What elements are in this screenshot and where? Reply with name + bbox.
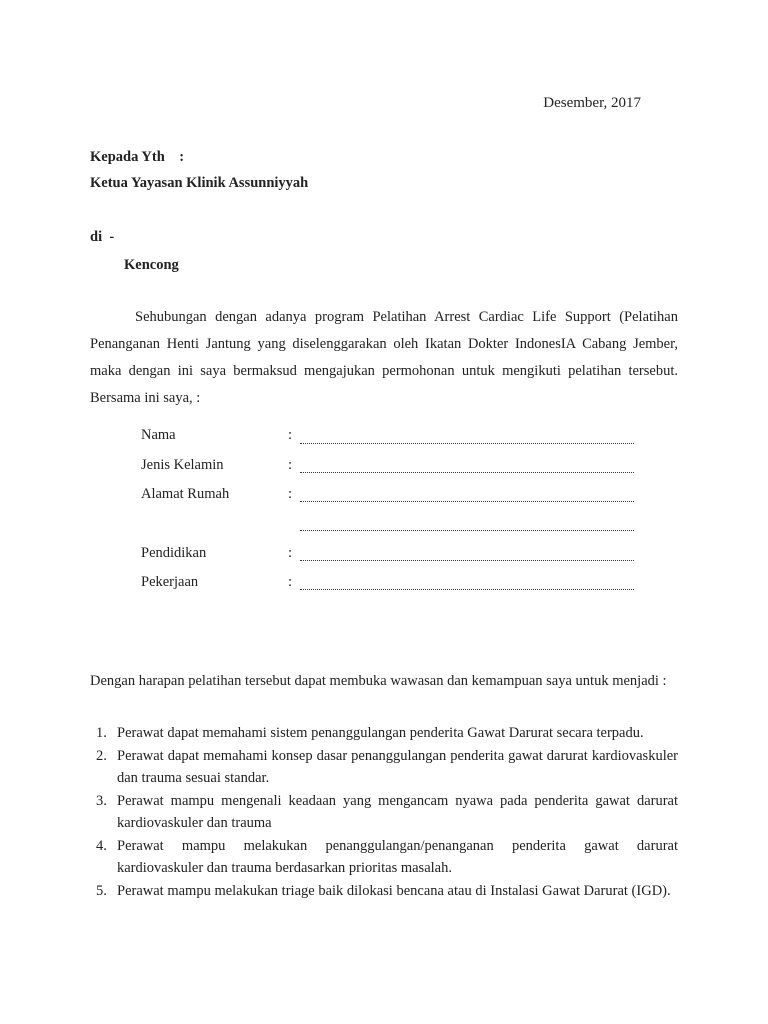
list-item-text: Perawat dapat memahami konsep dasar penanggulangan penderita gawat darurat kardiovaskuler dan trauma sesuai standar. bbox=[117, 747, 678, 786]
list-item-number: 5. bbox=[96, 882, 107, 899]
field-colon: : bbox=[288, 486, 293, 502]
field-line-pendidikan[interactable] bbox=[300, 560, 634, 561]
list-item-number: 2. bbox=[96, 747, 107, 764]
list-item bbox=[90, 722, 678, 745]
recipient-di: di - bbox=[90, 229, 115, 245]
list-item-text: Perawat mampu mengenali keadaan yang mengancam nyawa pada penderita gawat darurat kardiovaskuler dan trauma bbox=[117, 792, 678, 831]
field-line-alamat-rumah-2[interactable] bbox=[300, 530, 634, 531]
list-item bbox=[90, 880, 678, 903]
field-colon: : bbox=[288, 545, 293, 561]
field-label-nama: Nama bbox=[141, 427, 176, 443]
field-colon: : bbox=[288, 574, 293, 590]
goals-list bbox=[90, 722, 678, 902]
intro-paragraph-text: Sehubungan dengan adanya program Pelatihan Arrest Cardiac Life Support (Pelatihan Penanganan Henti Jantung yang diselenggarakan oleh Ikatan Dokter IndonesIA Cabang Jember, maka dengan ini saya bermaksud mengajukan permohonan untuk mengikuti pelatihan tersebut. Bersama ini saya, : bbox=[90, 309, 678, 406]
list-item bbox=[90, 790, 678, 835]
recipient-name: Ketua Yayasan Klinik Assunniyyah bbox=[90, 175, 309, 191]
list-item-number: 4. bbox=[96, 837, 107, 854]
field-label-pendidikan: Pendidikan bbox=[141, 545, 207, 561]
hope-paragraph: Dengan harapan pelatihan tersebut dapat membuka wawasan dan kemampuan saya untuk menjadi : bbox=[90, 673, 667, 689]
list-item-text: Perawat dapat memahami sistem penanggulangan penderita Gawat Darurat secara terpadu. bbox=[117, 725, 644, 741]
intro-paragraph bbox=[90, 304, 678, 412]
list-item-text: Perawat mampu melakukan penanggulangan/penanganan penderita gawat darurat kardiovaskuler dan trauma berdasarkan prioritas masalah. bbox=[117, 837, 678, 876]
field-label-alamat-rumah: Alamat Rumah bbox=[141, 486, 230, 502]
letter-date: Desember, 2017 bbox=[543, 95, 641, 111]
field-colon: : bbox=[288, 457, 293, 473]
field-label-pekerjaan: Pekerjaan bbox=[141, 574, 199, 590]
field-colon: : bbox=[288, 427, 293, 443]
field-label-jenis-kelamin: Jenis Kelamin bbox=[141, 457, 224, 473]
field-line-alamat-rumah[interactable] bbox=[300, 501, 634, 502]
field-line-jenis-kelamin[interactable] bbox=[300, 472, 634, 473]
recipient-place: Kencong bbox=[124, 257, 179, 273]
field-line-nama[interactable] bbox=[300, 443, 634, 444]
recipient-salutation: Kepada Yth : bbox=[90, 149, 185, 165]
list-item-number: 3. bbox=[96, 792, 107, 809]
list-item-number: 1. bbox=[96, 725, 107, 741]
list-item-text: Perawat mampu melakukan triage baik dilokasi bencana atau di Instalasi Gawat Darurat (IGD). bbox=[117, 882, 671, 899]
field-line-pekerjaan[interactable] bbox=[300, 589, 634, 590]
list-item bbox=[90, 835, 678, 880]
list-item bbox=[90, 745, 678, 790]
